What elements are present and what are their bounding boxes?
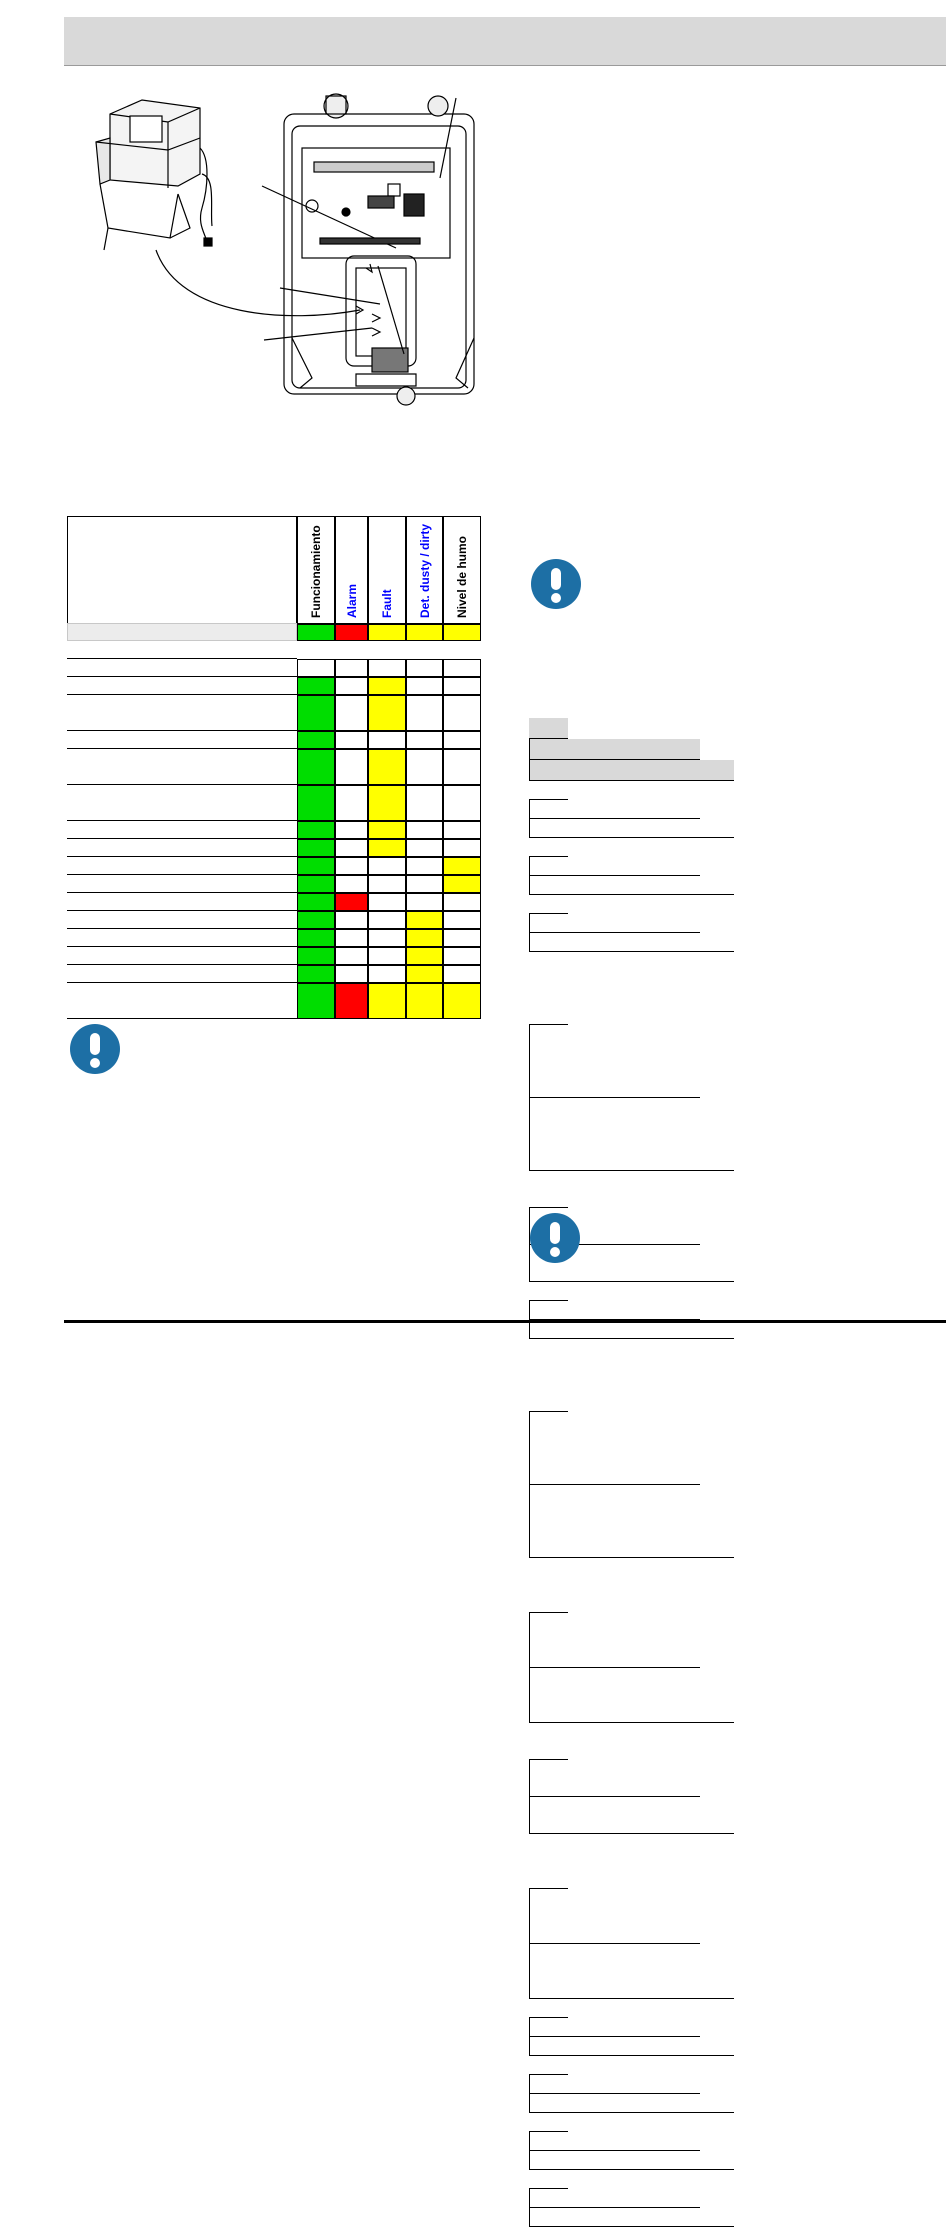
led-state-cell — [368, 695, 406, 731]
sensor-table-cell — [529, 1723, 568, 1760]
led-state-cell — [406, 911, 443, 929]
led-state-cell — [297, 821, 335, 839]
page-header-bar — [64, 17, 946, 66]
sensor-table-cell — [529, 1834, 568, 1889]
led-state-cell — [406, 785, 443, 821]
led-color-indicator — [443, 624, 481, 641]
led-state-cell — [297, 875, 335, 893]
sensor-table-cell — [529, 1944, 734, 1999]
sensor-table-cell — [529, 819, 734, 838]
led-state-cell — [368, 857, 406, 875]
sensor-table-cell — [529, 933, 734, 952]
led-column-label: Nivel de humo — [455, 535, 469, 618]
led-state-cell — [297, 659, 335, 677]
sensor-table-cell — [529, 2037, 734, 2056]
exclamation-circle-icon — [529, 1212, 581, 1264]
led-state-cell — [443, 695, 481, 731]
sensor-table-header-cell — [529, 718, 568, 739]
sensor-table-cell — [529, 1025, 700, 1098]
sensor-table-cell — [529, 952, 568, 1025]
sensor-table-cell — [529, 1999, 568, 2018]
led-state-cell — [335, 677, 368, 695]
detector-installation-illustration — [60, 78, 490, 408]
sensor-table-cell — [529, 1889, 700, 1944]
led-state-cell — [297, 785, 335, 821]
led-table-header-band — [67, 623, 297, 641]
sensor-table-cell — [529, 2132, 700, 2151]
led-column-label: Alarm — [344, 583, 359, 618]
sensor-table-header-cell — [529, 760, 734, 781]
led-state-cell — [297, 731, 335, 749]
led-table-first-row — [67, 641, 297, 659]
led-state-cell — [335, 659, 368, 677]
sensor-table-cell — [529, 2151, 734, 2170]
sensor-table-cell — [529, 1760, 700, 1797]
led-state-cell — [443, 965, 481, 983]
sensor-table-cell — [529, 1485, 734, 1558]
led-state-cell — [368, 875, 406, 893]
led-state-cell — [406, 677, 443, 695]
led-state-cell — [297, 947, 335, 965]
led-state-cell — [443, 875, 481, 893]
led-state-cell — [406, 893, 443, 911]
led-state-cell — [443, 893, 481, 911]
led-state-cell — [406, 821, 443, 839]
sensor-table-cell — [529, 1412, 700, 1485]
led-state-cell — [335, 875, 368, 893]
sensor-table-cell — [529, 1339, 568, 1412]
exclamation-circle-icon — [530, 558, 582, 610]
led-state-cell — [368, 947, 406, 965]
led-state-cell — [335, 947, 368, 965]
led-state-cell — [368, 785, 406, 821]
led-state-cell — [443, 785, 481, 821]
led-state-cell — [335, 821, 368, 839]
sensor-table-cell — [529, 1558, 568, 1613]
led-state-cell — [443, 821, 481, 839]
led-state-cell — [297, 857, 335, 875]
led-state-cell — [335, 929, 368, 947]
sensor-table-cell — [529, 876, 734, 895]
led-state-cell — [335, 911, 368, 929]
led-state-cell — [335, 893, 368, 911]
led-state-cell — [335, 857, 368, 875]
led-state-cell — [368, 677, 406, 695]
led-state-cell — [368, 821, 406, 839]
sensor-table-cell — [529, 1797, 734, 1834]
sensor-table-cell — [529, 2056, 568, 2075]
sensor-table-cell — [529, 1098, 734, 1171]
led-state-cell — [368, 893, 406, 911]
led-state-cell — [443, 857, 481, 875]
led-state-cell — [368, 965, 406, 983]
sensor-table-cell — [529, 914, 700, 933]
led-column-label: Funcionamiento — [309, 525, 323, 618]
sensor-table-cell — [529, 2075, 700, 2094]
led-color-indicator — [335, 624, 368, 641]
led-color-indicator — [368, 624, 406, 641]
led-state-cell — [406, 839, 443, 857]
sensor-table — [529, 718, 942, 1208]
led-column-label: Fault — [380, 589, 394, 618]
led-state-cell — [443, 749, 481, 785]
sensor-table-cell — [529, 2208, 734, 2227]
led-state-cell — [335, 965, 368, 983]
sensor-table-cell — [529, 2189, 700, 2208]
led-column-label: Det. dusty / dirty — [417, 523, 432, 618]
led-state-cell — [406, 947, 443, 965]
sensor-table-cell — [529, 895, 568, 914]
sensor-table-cell — [529, 838, 568, 857]
led-state-cell — [406, 659, 443, 677]
led-state-cell — [368, 749, 406, 785]
led-state-cell — [443, 911, 481, 929]
led-state-cell — [297, 695, 335, 731]
sensor-table-cell — [529, 2170, 568, 2189]
led-state-cell — [368, 911, 406, 929]
sensor-table-cell — [529, 857, 700, 876]
led-state-cell — [443, 677, 481, 695]
led-state-cell — [443, 929, 481, 947]
led-state-cell — [443, 659, 481, 677]
led-state-cell — [297, 677, 335, 695]
led-state-cell — [443, 947, 481, 965]
sensor-table-cell — [529, 1282, 568, 1301]
sensor-table-cell — [529, 2094, 734, 2113]
led-state-cell — [335, 785, 368, 821]
led-state-cell — [368, 731, 406, 749]
page-footer-rule — [64, 1320, 946, 1323]
led-state-cell — [297, 893, 335, 911]
led-state-cell — [335, 749, 368, 785]
sensor-table-cell — [529, 1171, 568, 1208]
led-state-cell — [406, 965, 443, 983]
exclamation-circle-icon — [69, 1023, 121, 1075]
led-state-cell — [297, 749, 335, 785]
led-state-cell — [406, 749, 443, 785]
led-state-cell — [335, 983, 368, 1019]
led-state-cell — [335, 839, 368, 857]
led-state-cell — [297, 911, 335, 929]
sensor-table-cell — [529, 2018, 700, 2037]
led-state-cell — [368, 983, 406, 1019]
led-state-cell — [406, 695, 443, 731]
sensor-table-cell — [529, 1613, 700, 1668]
led-table-header-blank — [67, 516, 297, 624]
led-state-cell — [443, 983, 481, 1019]
led-color-indicator — [406, 624, 443, 641]
led-state-cell — [297, 929, 335, 947]
led-state-cell — [297, 839, 335, 857]
led-state-cell — [443, 839, 481, 857]
led-state-cell — [368, 839, 406, 857]
sensor-table-cell — [529, 1301, 700, 1320]
led-status-table — [67, 516, 481, 1019]
sensor-grid — [529, 718, 942, 2227]
led-state-cell — [406, 983, 443, 1019]
led-color-indicator — [297, 624, 335, 641]
led-state-cell — [443, 731, 481, 749]
sensor-table-cell — [529, 800, 700, 819]
led-state-cell — [297, 965, 335, 983]
sensor-table-cell — [529, 2113, 568, 2132]
led-state-cell — [335, 731, 368, 749]
led-state-cell — [406, 929, 443, 947]
sensor-table-cell — [529, 781, 568, 800]
sensor-table-cell — [529, 1668, 734, 1723]
led-state-cell — [335, 695, 368, 731]
led-state-cell — [368, 659, 406, 677]
led-state-cell — [406, 857, 443, 875]
led-state-cell — [297, 983, 335, 1019]
led-state-cell — [406, 875, 443, 893]
led-state-cell — [406, 731, 443, 749]
sensor-table-header-cell — [529, 739, 700, 760]
led-state-cell — [368, 929, 406, 947]
